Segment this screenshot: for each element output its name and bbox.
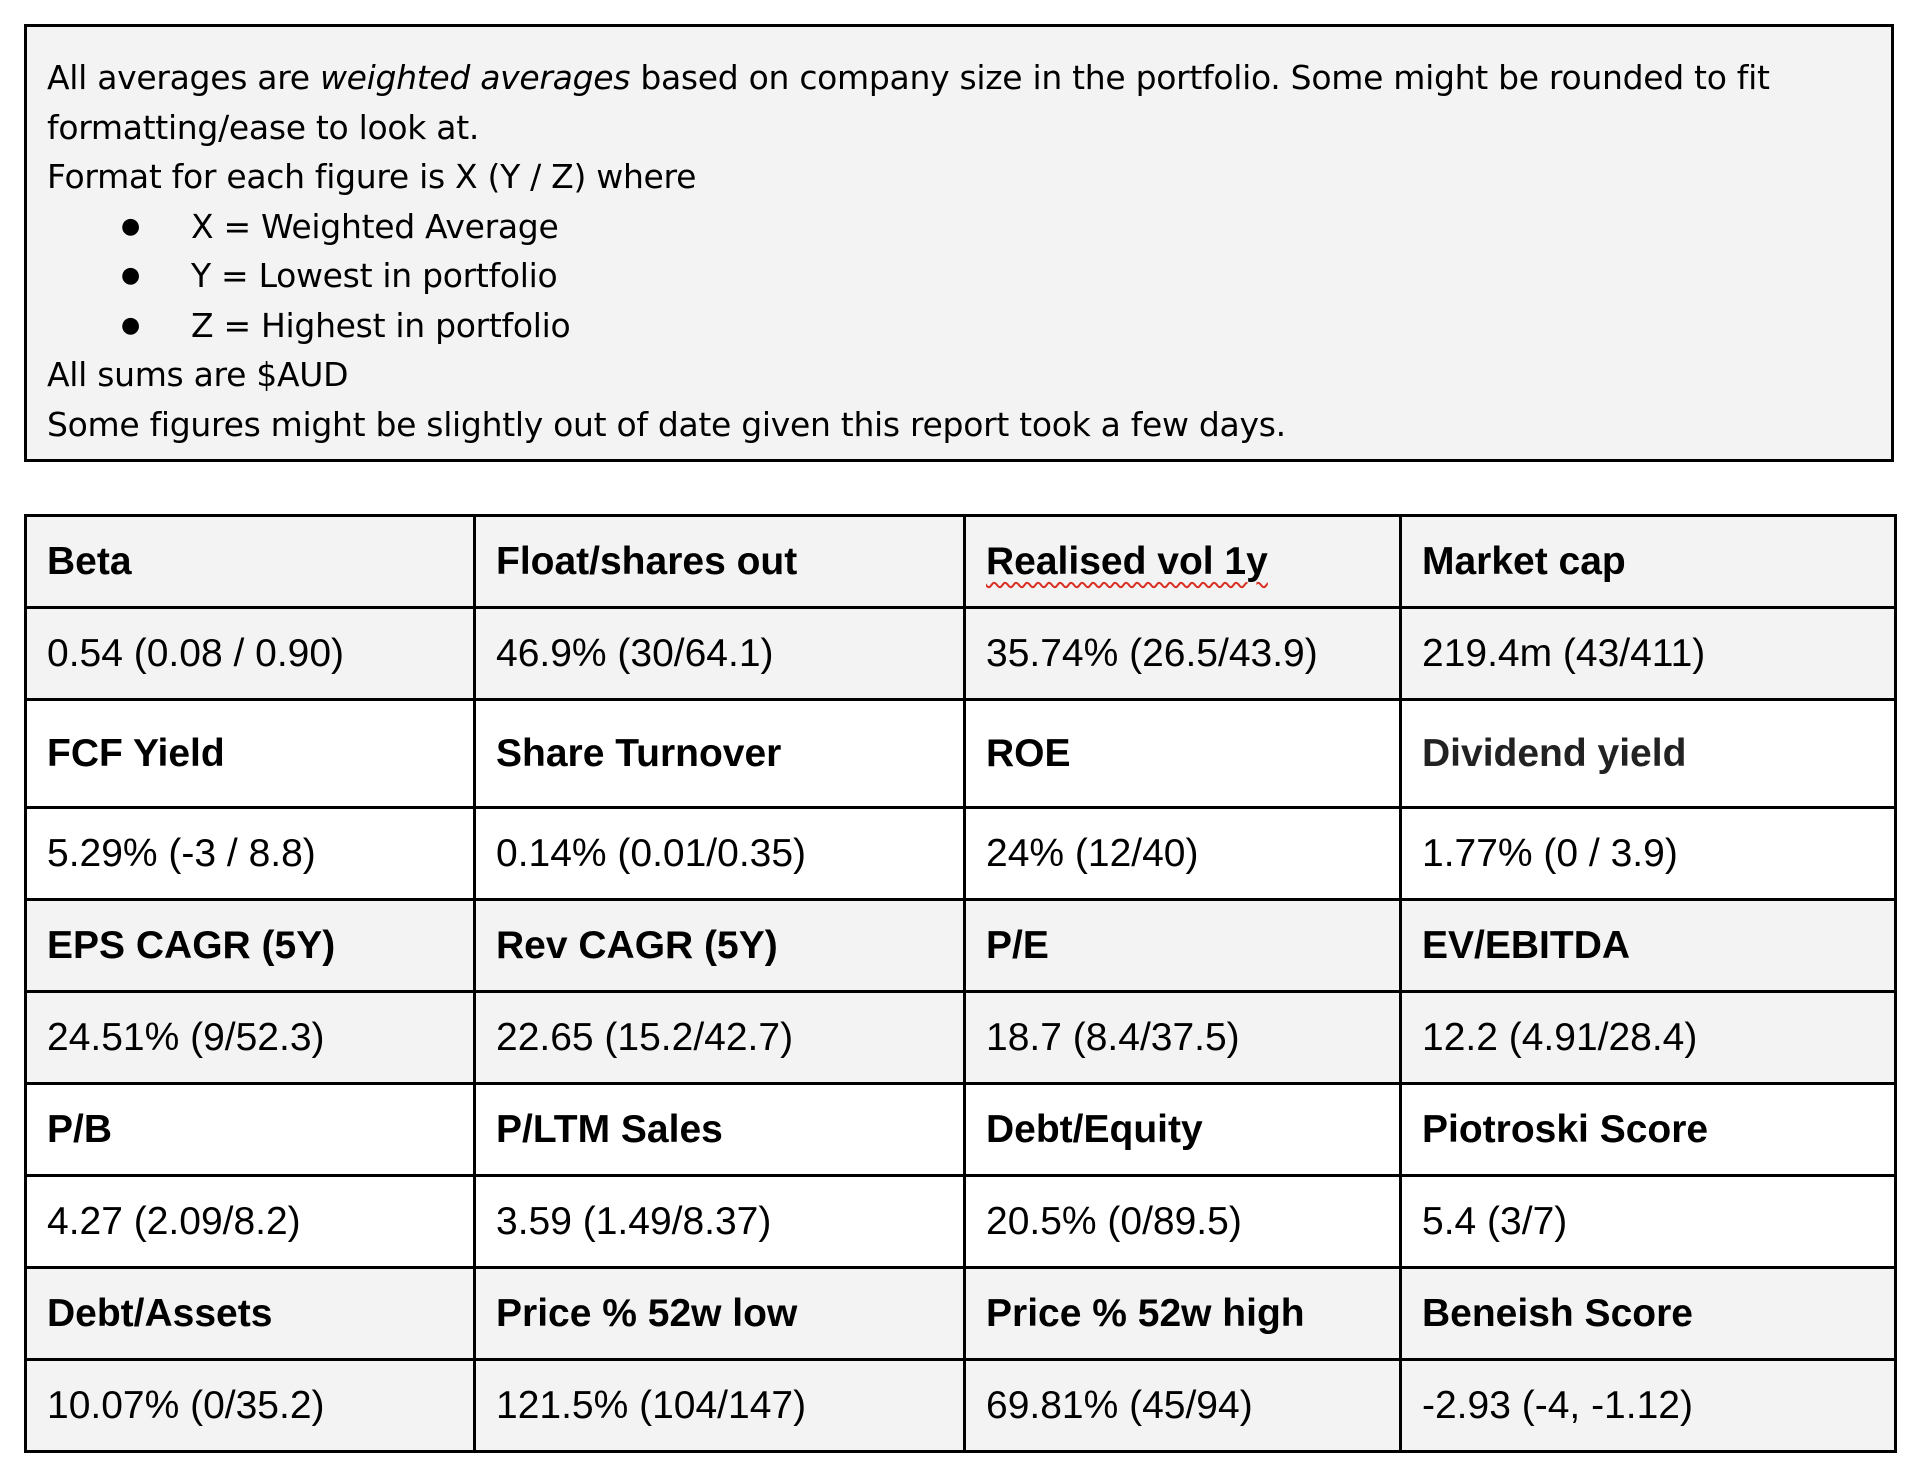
metric-value-cell: 1.77% (0 / 3.9) [1401, 808, 1896, 900]
notes-line-1-suffix: based on company size in the portfolio. Some might be rounded to fit [630, 58, 1770, 97]
notes-bullet-item [47, 301, 1871, 351]
metric-value-cell: 20.5% (0/89.5) [965, 1176, 1401, 1268]
metric-label-cell: P/E [965, 900, 1401, 992]
notes-line-1-emphasis: weighted averages [319, 58, 631, 97]
metric-label-cell: Debt/Equity [965, 1084, 1401, 1176]
notes-line-5: Some figures might be slightly out of date given this report took a few days. [47, 404, 1286, 444]
bullet-icon: ● [121, 312, 140, 338]
metric-label-row [26, 1268, 1896, 1360]
metric-label-cell: Rev CAGR (5Y) [475, 900, 965, 992]
notes-bullet-item [47, 202, 1871, 252]
notes-box [24, 24, 1894, 462]
bullet-icon: ● [121, 213, 140, 239]
metric-value-cell: 0.14% (0.01/0.35) [475, 808, 965, 900]
metric-value-cell: 4.27 (2.09/8.2) [26, 1176, 475, 1268]
notes-bullet-text: Z = Highest in portfolio [191, 305, 571, 345]
metric-value-cell: 0.54 (0.08 / 0.90) [26, 608, 475, 700]
metric-value-row [26, 1360, 1896, 1452]
metric-value-cell: -2.93 (-4, -1.12) [1401, 1360, 1896, 1452]
metric-label-row [26, 700, 1896, 808]
metric-value-row [26, 808, 1896, 900]
metric-value-row [26, 992, 1896, 1084]
metric-value-cell: 46.9% (30/64.1) [475, 608, 965, 700]
metric-label-cell: Debt/Assets [26, 1268, 475, 1360]
metric-label-cell: Market cap [1401, 516, 1896, 608]
metric-value-cell: 5.29% (-3 / 8.8) [26, 808, 475, 900]
notes-line-4: All sums are $AUD [47, 355, 349, 394]
metric-label-cell: FCF Yield [26, 700, 475, 808]
metric-label-cell: Price % 52w high [965, 1268, 1401, 1360]
notes-bullet-item [47, 251, 1871, 301]
metric-label-cell: Share Turnover [475, 700, 965, 808]
metric-label-cell: Piotroski Score [1401, 1084, 1896, 1176]
notes-bullet-list [47, 202, 1871, 351]
metric-value-cell: 35.74% (26.5/43.9) [965, 608, 1401, 700]
metric-value-cell: 24.51% (9/52.3) [26, 992, 475, 1084]
metric-label-cell: Beta [26, 516, 475, 608]
metric-label-cell: Float/shares out [475, 516, 965, 608]
metric-label-row [26, 900, 1896, 992]
notes-line-2: formatting/ease to look at. [47, 107, 480, 147]
metric-label-cell: P/LTM Sales [475, 1084, 965, 1176]
metric-label-cell: EV/EBITDA [1401, 900, 1896, 992]
metric-value-cell: 12.2 (4.91/28.4) [1401, 992, 1896, 1084]
metric-label-cell: P/B [26, 1084, 475, 1176]
metric-value-cell: 18.7 (8.4/37.5) [965, 992, 1401, 1084]
notes-bullet-text: X = Weighted Average [191, 206, 559, 246]
metric-value-cell: 24% (12/40) [965, 808, 1401, 900]
notes-line-3: Format for each figure is X (Y / Z) where [47, 157, 697, 196]
notes-line-1-prefix: All averages are [47, 58, 320, 97]
metric-label-cell: Beneish Score [1401, 1268, 1896, 1360]
metric-label-text: Realised vol 1y [986, 539, 1268, 583]
metric-label-cell [965, 516, 1401, 608]
metric-value-cell: 5.4 (3/7) [1401, 1176, 1896, 1268]
notes-bullet-text: Y = Lowest in portfolio [191, 256, 558, 295]
metric-value-cell: 3.59 (1.49/8.37) [475, 1176, 965, 1268]
metric-value-cell: 121.5% (104/147) [475, 1360, 965, 1452]
bullet-icon: ● [121, 263, 140, 288]
metric-label-cell: ROE [965, 700, 1401, 808]
metric-label-cell: Price % 52w low [475, 1268, 965, 1360]
metric-value-cell: 69.81% (45/94) [965, 1360, 1401, 1452]
metric-value-cell: 22.65 (15.2/42.7) [475, 992, 965, 1084]
metric-value-cell: 10.07% (0/35.2) [26, 1360, 475, 1452]
metric-label-row [26, 516, 1896, 608]
notes-line-1 [47, 53, 1871, 103]
metric-label-cell: EPS CAGR (5Y) [26, 900, 475, 992]
metric-value-row [26, 608, 1896, 700]
metric-label-row [26, 1084, 1896, 1176]
metric-value-row [26, 1176, 1896, 1268]
metric-value-cell: 219.4m (43/411) [1401, 608, 1896, 700]
metrics-table [24, 514, 1897, 1453]
metric-label-cell: Dividend yield [1401, 700, 1896, 808]
